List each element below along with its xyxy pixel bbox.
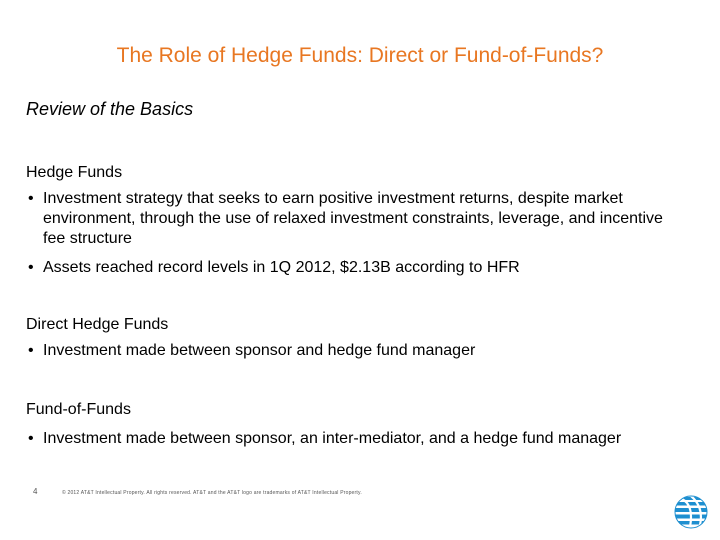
slide-title: The Role of Hedge Funds: Direct or Fund-of-Funds?: [116, 44, 604, 67]
section-heading: Hedge Funds: [26, 164, 123, 181]
bullet-list: [26, 429, 686, 449]
section-hedge-funds: [26, 163, 686, 278]
copyright-notice: © 2012 AT&T Intellectual Property. All rights reserved. AT&T and the AT&T logo are trademarks of AT&T Intellectual Property.: [62, 490, 362, 496]
slide-subtitle: Review of the Basics: [26, 99, 194, 119]
bullet-item: • Assets reached record levels in 1Q 2012, $2.13B according to HFR: [26, 258, 686, 278]
bullet-item: • Investment made between sponsor, an inter-mediator, and a hedge fund manager: [26, 429, 686, 449]
bullet-list: [26, 189, 686, 278]
bullet-item: • Investment made between sponsor and hedge fund manager: [26, 341, 686, 361]
section-heading: Fund-of-Funds: [26, 401, 131, 418]
section-fund-of-funds: [26, 400, 686, 449]
bullet-list: [26, 341, 686, 361]
section-direct-hedge-funds: [26, 315, 686, 361]
bullet-item: • Investment strategy that seeks to earn positive investment returns, despite market environment, through the use of relaxed investment constraints, leverage, and incentive fee structure: [26, 189, 686, 249]
section-heading: Direct Hedge Funds: [26, 316, 169, 333]
page-number: 4: [33, 487, 38, 496]
att-globe-logo-icon: [674, 495, 708, 529]
